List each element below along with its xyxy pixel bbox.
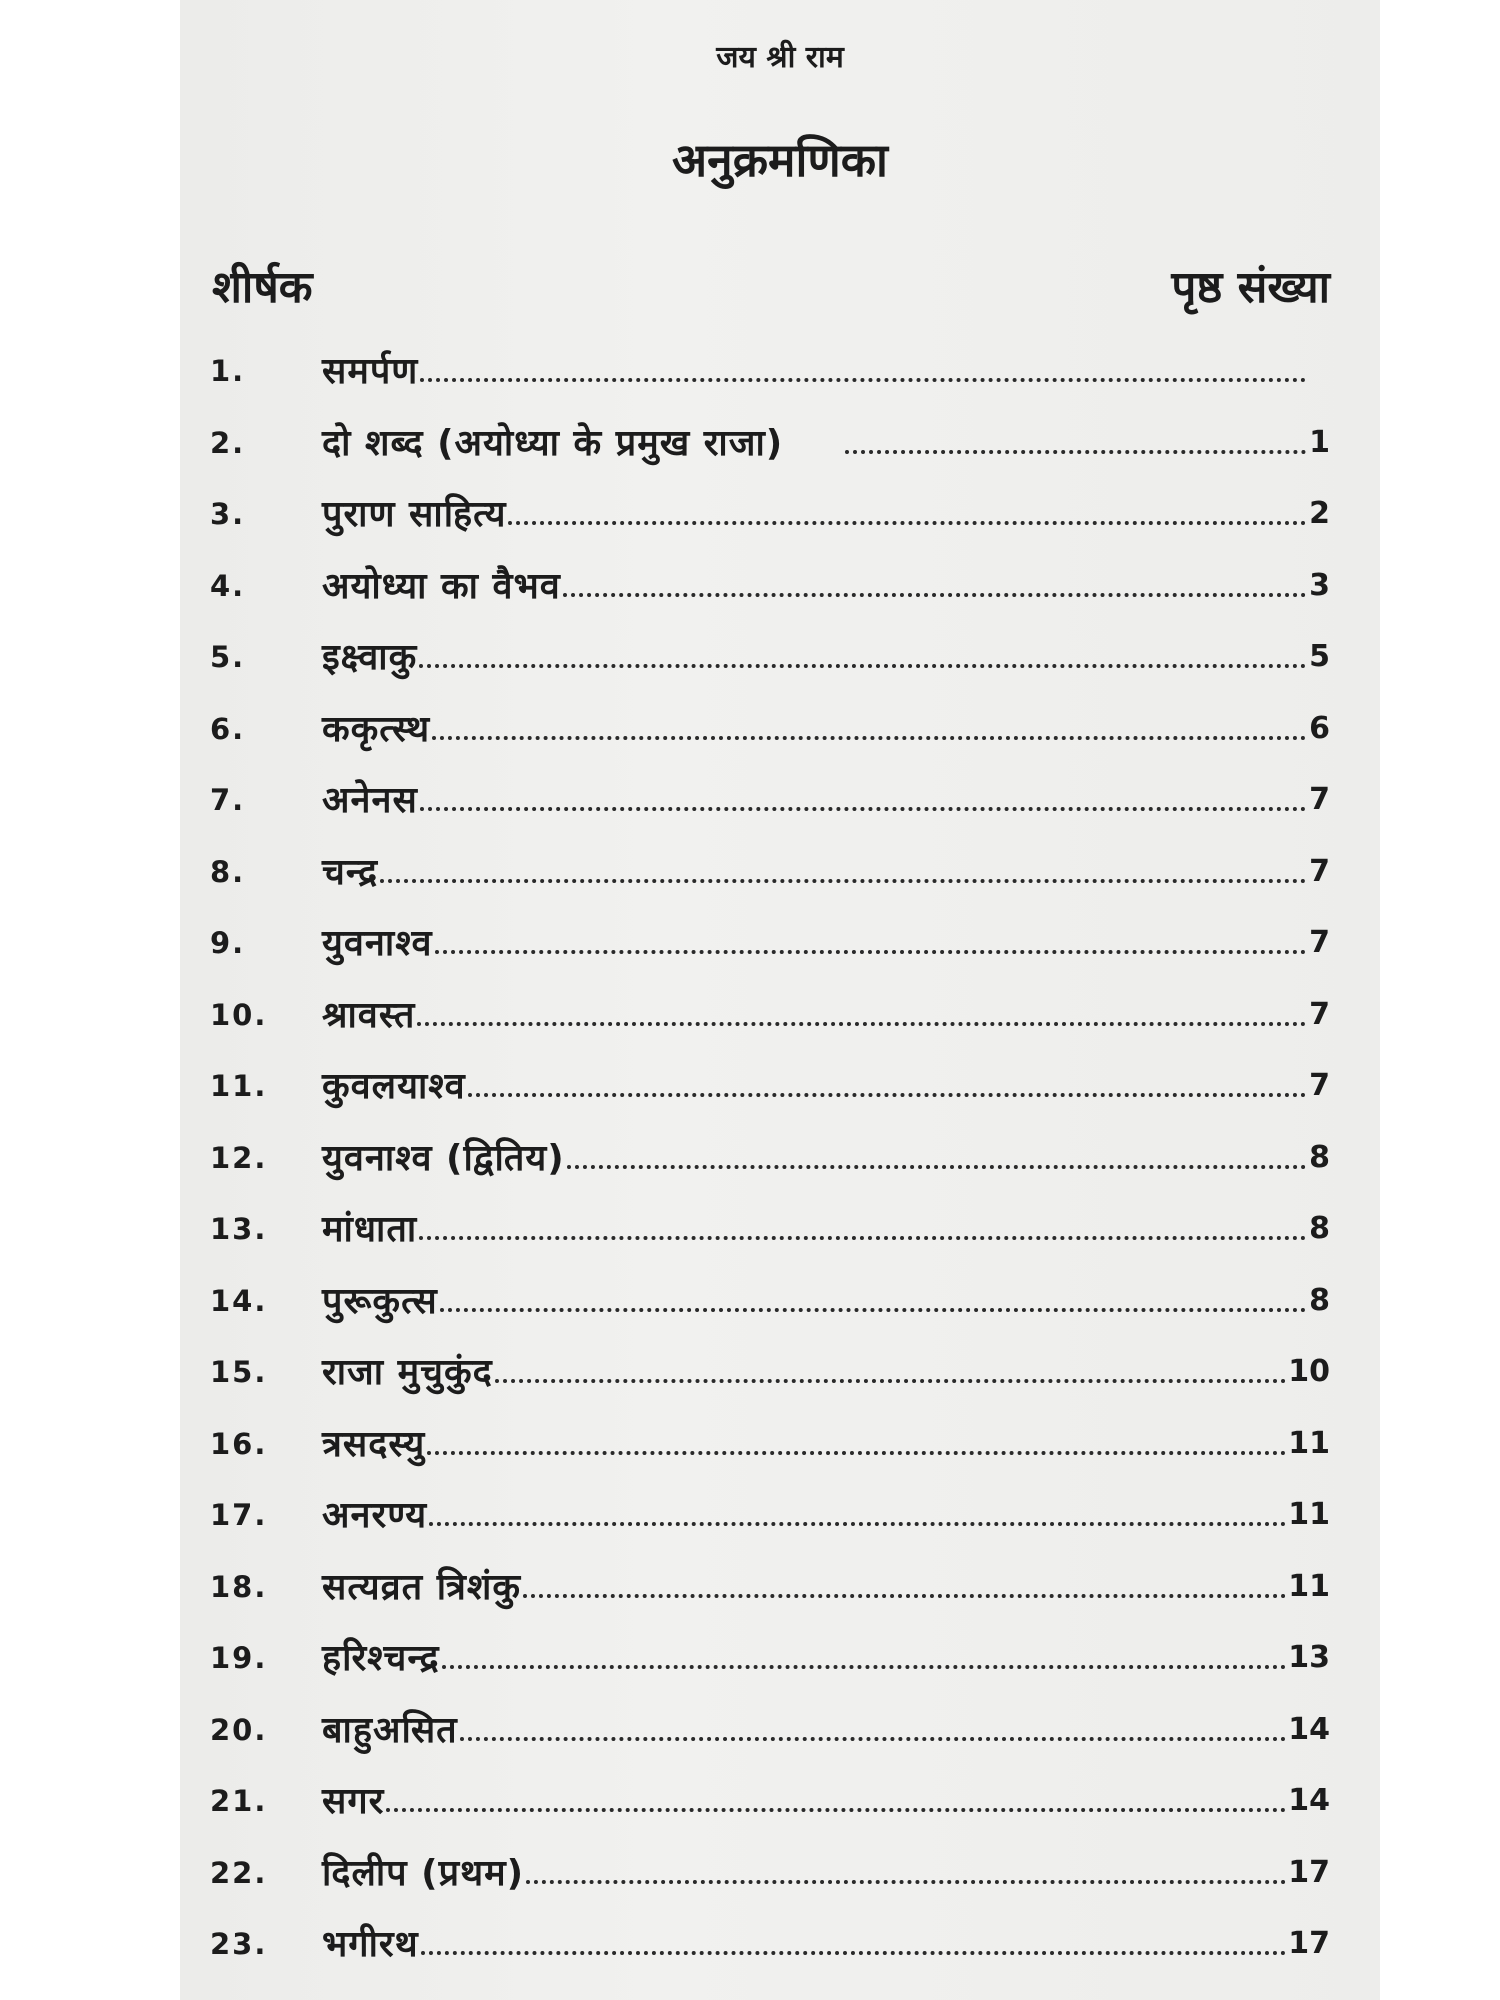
toc-entry-page: 7 bbox=[1309, 925, 1330, 960]
toc-entry-page: 14 bbox=[1288, 1711, 1330, 1747]
toc-entry-title: भगीरथ bbox=[322, 1924, 419, 1965]
toc-entry-page: 6 bbox=[1309, 710, 1330, 746]
toc-entry-page: 8 bbox=[1309, 1139, 1330, 1175]
toc-entry-number: 1. bbox=[210, 354, 246, 388]
toc-entry-page: 7 bbox=[1309, 996, 1330, 1032]
toc-entry-title: युवनाश्व (द्वितिय) bbox=[322, 1137, 565, 1179]
dot-leader bbox=[440, 1308, 1306, 1312]
toc-entry bbox=[322, 1203, 1330, 1252]
toc-entry-number: 9. bbox=[210, 926, 246, 960]
toc-entry-title: हरिश्चन्द्र bbox=[322, 1638, 440, 1679]
toc-entry-number: 15. bbox=[210, 1355, 268, 1389]
column-header-page: पृष्ठ संख्या bbox=[1171, 262, 1330, 313]
toc-row bbox=[210, 1760, 1330, 1824]
toc-row bbox=[210, 1188, 1330, 1252]
toc-entry-number: 5. bbox=[210, 640, 246, 674]
toc-row bbox=[210, 545, 1330, 609]
toc-entry-page bbox=[1308, 388, 1330, 394]
toc-entry-number: 8. bbox=[210, 854, 246, 889]
toc-entry-page: 2 bbox=[1309, 496, 1330, 531]
dot-leader bbox=[468, 1093, 1306, 1097]
toc-entry bbox=[322, 917, 1330, 966]
toc-entry-title: बाहुअसित bbox=[322, 1709, 458, 1751]
dot-leader bbox=[420, 807, 1306, 811]
toc-entry-page: 17 bbox=[1288, 1926, 1330, 1961]
dot-leader bbox=[380, 879, 1306, 883]
toc-row bbox=[210, 974, 1330, 1038]
toc-entry-page: 7 bbox=[1309, 782, 1330, 817]
dot-leader bbox=[417, 1022, 1306, 1026]
dot-leader bbox=[460, 1737, 1287, 1741]
toc-entry-title: समर्पण bbox=[322, 351, 419, 392]
dot-leader bbox=[526, 1880, 1286, 1884]
toc-entry-number: 23. bbox=[210, 1927, 268, 1961]
toc-entry-title: कुवलयाश्व bbox=[322, 1066, 466, 1107]
toc-row bbox=[210, 831, 1330, 895]
dot-leader bbox=[563, 593, 1306, 597]
toc-row bbox=[210, 1474, 1330, 1538]
toc-entry-page: 13 bbox=[1288, 1640, 1330, 1675]
toc-entry-number: 3. bbox=[210, 497, 246, 531]
toc-row bbox=[210, 402, 1330, 466]
column-header-title: शीर्षक bbox=[212, 262, 313, 313]
toc-entry bbox=[322, 417, 1330, 466]
toc-entry bbox=[322, 989, 1330, 1038]
toc-entry bbox=[322, 1275, 1330, 1324]
dot-leader bbox=[508, 521, 1306, 525]
toc-row bbox=[210, 1403, 1330, 1467]
toc-entry bbox=[322, 488, 1330, 537]
toc-entry-number: 6. bbox=[210, 711, 246, 746]
toc-row bbox=[210, 902, 1330, 966]
dot-leader bbox=[419, 1236, 1306, 1240]
toc-entry-number: 22. bbox=[210, 1855, 268, 1890]
dot-leader bbox=[421, 1951, 1287, 1955]
toc-entry-number: 11. bbox=[210, 1069, 268, 1103]
toc-entry-number: 17. bbox=[210, 1498, 268, 1532]
toc-row bbox=[210, 1903, 1330, 1967]
dot-leader bbox=[435, 950, 1306, 954]
toc-entry-number: 13. bbox=[210, 1212, 268, 1246]
toc-entry-number: 19. bbox=[210, 1641, 268, 1675]
toc-entry-page: 11 bbox=[1288, 1568, 1330, 1604]
toc-row bbox=[210, 473, 1330, 537]
toc-entry-page: 5 bbox=[1309, 639, 1330, 674]
dot-leader bbox=[429, 1522, 1286, 1526]
toc-entry-title: दो शब्द (अयोध्या के प्रमुख राजा) bbox=[322, 422, 784, 464]
toc-row bbox=[210, 1045, 1330, 1109]
dot-leader bbox=[432, 736, 1306, 740]
toc-entry-page: 7 bbox=[1309, 1068, 1330, 1103]
invocation-line: जय श्री राम bbox=[716, 40, 844, 75]
toc-entry-title: मांधाता bbox=[322, 1209, 418, 1250]
toc-entry-number: 10. bbox=[210, 997, 268, 1032]
toc-row bbox=[210, 1260, 1330, 1324]
toc-entry bbox=[322, 1346, 1330, 1395]
toc-entry bbox=[322, 1704, 1330, 1753]
toc-entry-title: युवनाश्व bbox=[322, 923, 433, 964]
toc-entry-number: 4. bbox=[210, 568, 246, 603]
toc-entry bbox=[322, 1132, 1330, 1181]
dot-leader bbox=[442, 1665, 1287, 1669]
dot-leader bbox=[495, 1379, 1286, 1383]
toc-entry-number: 20. bbox=[210, 1712, 268, 1747]
toc-entry bbox=[322, 703, 1330, 752]
toc-entry bbox=[322, 1561, 1330, 1610]
toc-entry bbox=[322, 560, 1330, 609]
toc-entry-page: 11 bbox=[1288, 1425, 1330, 1461]
toc-entry-number: 12. bbox=[210, 1140, 268, 1175]
toc-entry bbox=[322, 345, 1330, 394]
toc-row bbox=[210, 1117, 1330, 1181]
toc-entry bbox=[322, 846, 1330, 895]
toc-entry bbox=[322, 1489, 1330, 1538]
toc-entry-title: अनेनस bbox=[322, 780, 418, 821]
toc-entry-title: सत्यव्रत त्रिशंकु bbox=[322, 1566, 522, 1608]
toc-entry bbox=[322, 1775, 1330, 1824]
toc-entry-page: 10 bbox=[1288, 1354, 1330, 1389]
toc-entry-title: सगर bbox=[322, 1781, 385, 1822]
toc-entry-title: अयोध्या का वैभव bbox=[322, 565, 561, 607]
toc-entry-title: पुरूकुत्स bbox=[322, 1280, 438, 1322]
toc-row bbox=[210, 759, 1330, 823]
toc-row bbox=[210, 1832, 1330, 1896]
toc-row bbox=[210, 1689, 1330, 1753]
toc-entry-page: 3 bbox=[1309, 567, 1330, 603]
toc-entry-title: पुराण साहित्य bbox=[322, 494, 507, 535]
dot-leader bbox=[386, 1808, 1286, 1812]
toc-row bbox=[210, 1546, 1330, 1610]
toc-entry-page: 17 bbox=[1288, 1854, 1330, 1890]
toc-row bbox=[210, 616, 1330, 680]
toc-row bbox=[210, 1617, 1330, 1681]
toc-entry-page: 8 bbox=[1309, 1282, 1330, 1318]
toc-entry-number: 18. bbox=[210, 1569, 268, 1604]
toc-entry-number: 16. bbox=[210, 1426, 268, 1461]
toc-entry bbox=[322, 1847, 1330, 1896]
toc-row bbox=[210, 688, 1330, 752]
toc-entry-title: अनरण्य bbox=[322, 1495, 428, 1536]
toc-entry-page: 1 bbox=[1309, 424, 1330, 460]
toc-entry bbox=[322, 1060, 1330, 1109]
toc-entry bbox=[322, 774, 1330, 823]
toc-row bbox=[210, 330, 1330, 394]
toc-entry-page: 14 bbox=[1288, 1783, 1330, 1818]
toc-entry-title: राजा मुचुकुंद bbox=[322, 1352, 493, 1393]
toc-entry-number: 7. bbox=[210, 783, 246, 817]
toc-entry-number: 2. bbox=[210, 425, 246, 460]
dot-leader bbox=[523, 1594, 1286, 1598]
toc-entry bbox=[322, 1418, 1330, 1467]
dot-leader bbox=[420, 378, 1306, 382]
toc-entry bbox=[322, 1918, 1330, 1967]
toc-entry-title: त्रसदस्यु bbox=[322, 1423, 426, 1465]
toc-entry-number: 14. bbox=[210, 1283, 268, 1318]
toc-entry-page: 7 bbox=[1309, 853, 1330, 889]
toc-entry-title: इक्ष्वाकु bbox=[322, 637, 418, 678]
page-title: अनुक्रमणिका bbox=[672, 133, 888, 187]
toc-row bbox=[210, 1331, 1330, 1395]
toc-entry-number: 21. bbox=[210, 1784, 268, 1818]
toc-entry-page: 8 bbox=[1309, 1211, 1330, 1246]
toc-entry-title: श्रावस्त bbox=[322, 994, 416, 1036]
dot-leader bbox=[567, 1165, 1306, 1169]
dot-leader bbox=[419, 664, 1306, 668]
toc-entry-title: चन्द्र bbox=[322, 851, 379, 893]
dot-leader bbox=[427, 1451, 1286, 1455]
toc-entry-title: ककृत्स्थ bbox=[322, 708, 431, 750]
toc-entry bbox=[322, 1632, 1330, 1681]
toc-entry-title: दिलीप (प्रथम) bbox=[322, 1852, 525, 1894]
dot-leader bbox=[845, 450, 1306, 454]
toc-entry bbox=[322, 631, 1330, 680]
toc-entry-page: 11 bbox=[1288, 1497, 1330, 1532]
